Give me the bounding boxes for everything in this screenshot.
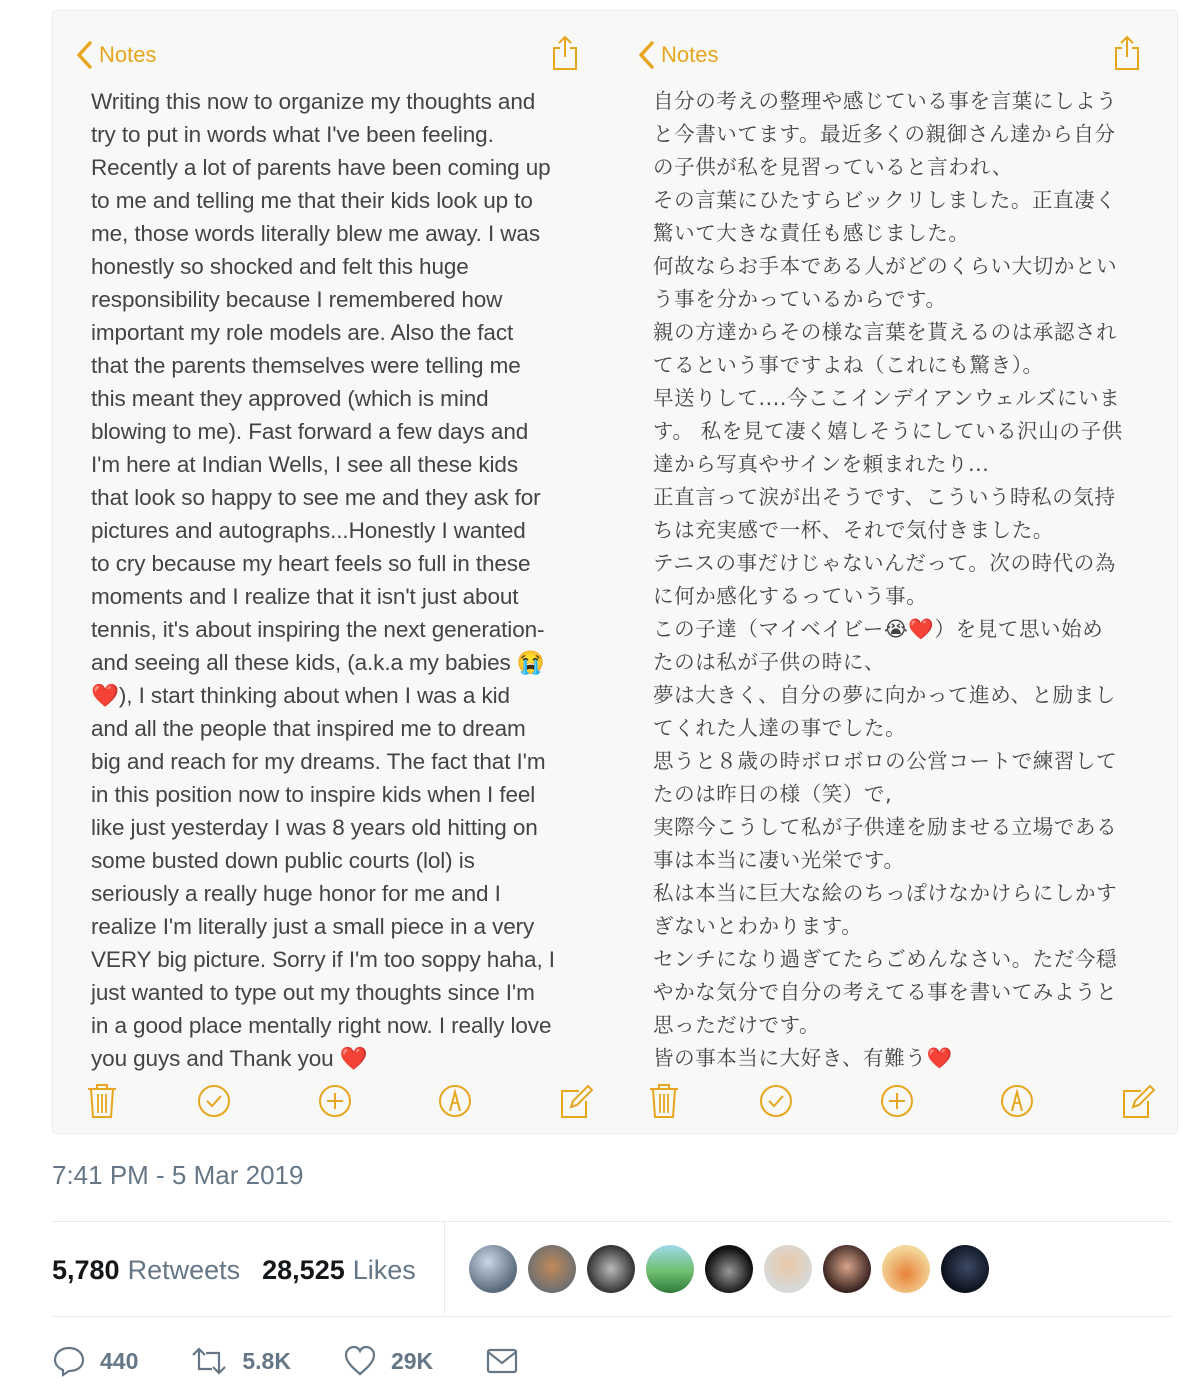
heart-icon <box>343 1344 377 1378</box>
note-line: in a good place mentally right now. I really love <box>91 1013 552 1038</box>
note-line: important my role models are. Also the fact <box>91 320 514 345</box>
tweet-timestamp[interactable]: 7:41 PM - 5 Mar 2019 <box>52 1160 304 1190</box>
avatar[interactable] <box>764 1245 812 1293</box>
retweets-label[interactable]: Retweets <box>127 1254 241 1285</box>
note-body-english <box>91 85 581 1075</box>
note-line: 思っただけです。 <box>653 1013 821 1037</box>
note-line: you guys and Thank you ❤️ <box>91 1046 368 1071</box>
retweet-icon <box>190 1344 228 1378</box>
avatar[interactable] <box>528 1245 576 1293</box>
avatar[interactable] <box>646 1245 694 1293</box>
note-line: Recently a lot of parents have been coming up <box>91 155 551 180</box>
note-line: 驚いて大きな責任も感じました。 <box>653 221 970 245</box>
note-body-japanese <box>653 85 1143 1075</box>
note-line: this meant they approved (which is mind <box>91 386 489 411</box>
share-icon[interactable] <box>1113 35 1141 71</box>
notes-back-button[interactable] <box>75 37 156 73</box>
note-line: some busted down public courts (lol) is <box>91 848 475 873</box>
likes-label[interactable]: Likes <box>352 1254 416 1285</box>
note-line: to cry because my heart feels so full in these <box>91 551 531 576</box>
notes-panel-japanese <box>615 11 1177 1133</box>
note-line: その言葉にひたすらビックリしました。正直凄く <box>653 188 1117 212</box>
envelope-icon <box>485 1344 519 1378</box>
divider <box>52 1316 1172 1317</box>
note-line: 達から写真やサインを頼まれたり... <box>653 452 990 476</box>
avatar[interactable] <box>941 1245 989 1293</box>
note-line: and seeing all these kids, (a.k.a my babies 😭 <box>91 650 545 675</box>
notes-toolbar <box>645 1083 1155 1123</box>
note-line: 早送りして....今ここインデイアンウェルズにいま <box>653 386 1121 410</box>
note-line: and all the people that inspired me to dream <box>91 716 526 741</box>
like-count: 29K <box>390 1347 434 1374</box>
notes-panel-english <box>53 11 615 1133</box>
note-line: big and reach for my dreams. The fact that I'm <box>91 749 546 774</box>
like-button[interactable] <box>343 1344 433 1378</box>
note-line: 親の方達からその様な言葉を貰えるのは承認され <box>653 320 1118 344</box>
avatar[interactable] <box>823 1245 871 1293</box>
checklist-icon[interactable] <box>197 1083 231 1119</box>
note-line: たのは昨日の様（笑）で, <box>653 782 893 806</box>
note-line: responsibility because I remembered how <box>91 287 503 312</box>
avatar[interactable] <box>882 1245 930 1293</box>
notes-screenshot-image <box>52 10 1178 1134</box>
note-line: に何か感化するっていう事。 <box>653 584 928 608</box>
note-line: to me and telling me that their kids look up to <box>91 188 533 213</box>
note-line: 思うと８歳の時ボロボロの公営コートで練習して <box>653 749 1118 773</box>
note-line: 夢は大きく、自分の夢に向かって進め、と励まし <box>653 683 1116 707</box>
note-line: honestly so shocked and felt this huge <box>91 254 469 279</box>
note-line: 実際今こうして私が子供達を励ませる立場である <box>653 815 1118 839</box>
note-line: ぎないとわかります。 <box>653 914 863 938</box>
retweets-count[interactable]: 5,780 <box>52 1254 120 1285</box>
note-line: 皆の事本当に大好き、有難う❤️ <box>653 1046 953 1070</box>
divider <box>444 1222 445 1316</box>
note-line: that the parents themselves were telling me <box>91 353 521 378</box>
note-line: う事を分かっているからです。 <box>653 287 947 311</box>
add-icon[interactable] <box>880 1083 914 1119</box>
note-line: in this position now to inspire kids when I feel <box>91 782 536 807</box>
note-line: me, those words literally blew me away. I was <box>91 221 540 246</box>
note-line: tennis, it's about inspiring the next generation- <box>91 617 545 642</box>
direct-message-button[interactable] <box>485 1344 533 1378</box>
note-line: that look so happy to see me and they ask for <box>91 485 541 510</box>
avatar[interactable] <box>469 1245 517 1293</box>
notes-back-label: Notes <box>99 42 157 67</box>
retweet-count: 5.8K <box>242 1347 291 1374</box>
compose-icon[interactable] <box>1121 1083 1155 1119</box>
note-line: 正直言って涙が出そうです、こういう時私の気持 <box>653 485 1116 509</box>
note-line: てくれた人達の事でした。 <box>653 716 907 740</box>
reply-count: 440 <box>100 1347 139 1374</box>
liker-avatars <box>469 1245 1000 1293</box>
note-line: す。 私を見て凄く嬉しそうにしている沢山の子供 <box>653 419 1123 443</box>
likes-count[interactable]: 28,525 <box>262 1254 345 1285</box>
note-line: やかな気分で自分の考えてる事を書いてみようと <box>653 980 1118 1004</box>
avatar[interactable] <box>587 1245 635 1293</box>
note-line: moments and I realize that it isn't just about <box>91 584 519 609</box>
note-line: blowing to me). Fast forward a few days and <box>91 419 529 444</box>
notes-back-label: Notes <box>661 42 719 67</box>
chevron-left-icon <box>637 41 655 69</box>
note-line: just wanted to type out my thoughts since I'm <box>91 980 535 1005</box>
add-icon[interactable] <box>318 1083 352 1119</box>
note-line: seriously a really huge honor for me and I <box>91 881 501 906</box>
trash-icon[interactable] <box>647 1083 681 1119</box>
compose-icon[interactable] <box>559 1083 593 1119</box>
markup-icon[interactable] <box>438 1083 472 1119</box>
markup-icon[interactable] <box>1000 1083 1034 1119</box>
share-icon[interactable] <box>551 35 579 71</box>
trash-icon[interactable] <box>85 1083 119 1119</box>
note-line: ちは充実感で一杯、それで気付きました。 <box>653 518 1054 542</box>
note-line: Writing this now to organize my thoughts and <box>91 89 536 114</box>
chevron-left-icon <box>75 41 93 69</box>
note-line: 何故ならお手本である人がどのくらい大切かとい <box>653 254 1118 278</box>
reply-icon <box>52 1344 86 1378</box>
note-line: try to put in words what I've been feeling. <box>91 122 494 147</box>
note-line: たのは私が子供の時に、 <box>653 650 886 674</box>
note-line: 私は本当に巨大な絵のちっぽけなかけらにしかす <box>653 881 1118 905</box>
divider <box>52 1221 1172 1222</box>
note-line: てるという事ですよね（これにも驚き）。 <box>653 353 1044 377</box>
note-line: センチになり過ぎてたらごめんなさい。ただ今穏 <box>653 947 1118 971</box>
note-line: like just yesterday I was 8 years old hitting on <box>91 815 538 840</box>
note-line: VERY big picture. Sorry if I'm too soppy haha, I <box>91 947 555 972</box>
checklist-icon[interactable] <box>759 1083 793 1119</box>
notes-toolbar <box>83 1083 593 1123</box>
note-line: 事は本当に凄い光栄です。 <box>653 848 905 872</box>
note-line: と今書いてます。最近多くの親御さん達から自分 <box>653 122 1116 146</box>
notes-back-button[interactable] <box>637 37 718 73</box>
tweet-stats <box>52 1248 416 1292</box>
note-line: の子供が私を見習っていると言われ、 <box>653 155 1013 179</box>
note-line: この子達（マイベイビー😭❤️）を見て思い始め <box>653 617 1104 641</box>
note-line: I'm here at Indian Wells, I see all these kids <box>91 452 518 477</box>
note-line: 自分の考えの整理や感じている事を言葉にしよう <box>653 89 1118 113</box>
tweet-actions <box>52 1336 585 1386</box>
note-line: pictures and autographs...Honestly I wanted <box>91 518 526 543</box>
note-line: realize I'm literally just a small piece in a very <box>91 914 535 939</box>
avatar[interactable] <box>705 1245 753 1293</box>
note-line: テニスの事だけじゃないんだって。次の時代の為 <box>653 551 1116 575</box>
note-line: ❤️), I start thinking about when I was a kid <box>91 683 510 708</box>
reply-button[interactable] <box>52 1344 138 1378</box>
retweet-button[interactable] <box>190 1344 291 1378</box>
